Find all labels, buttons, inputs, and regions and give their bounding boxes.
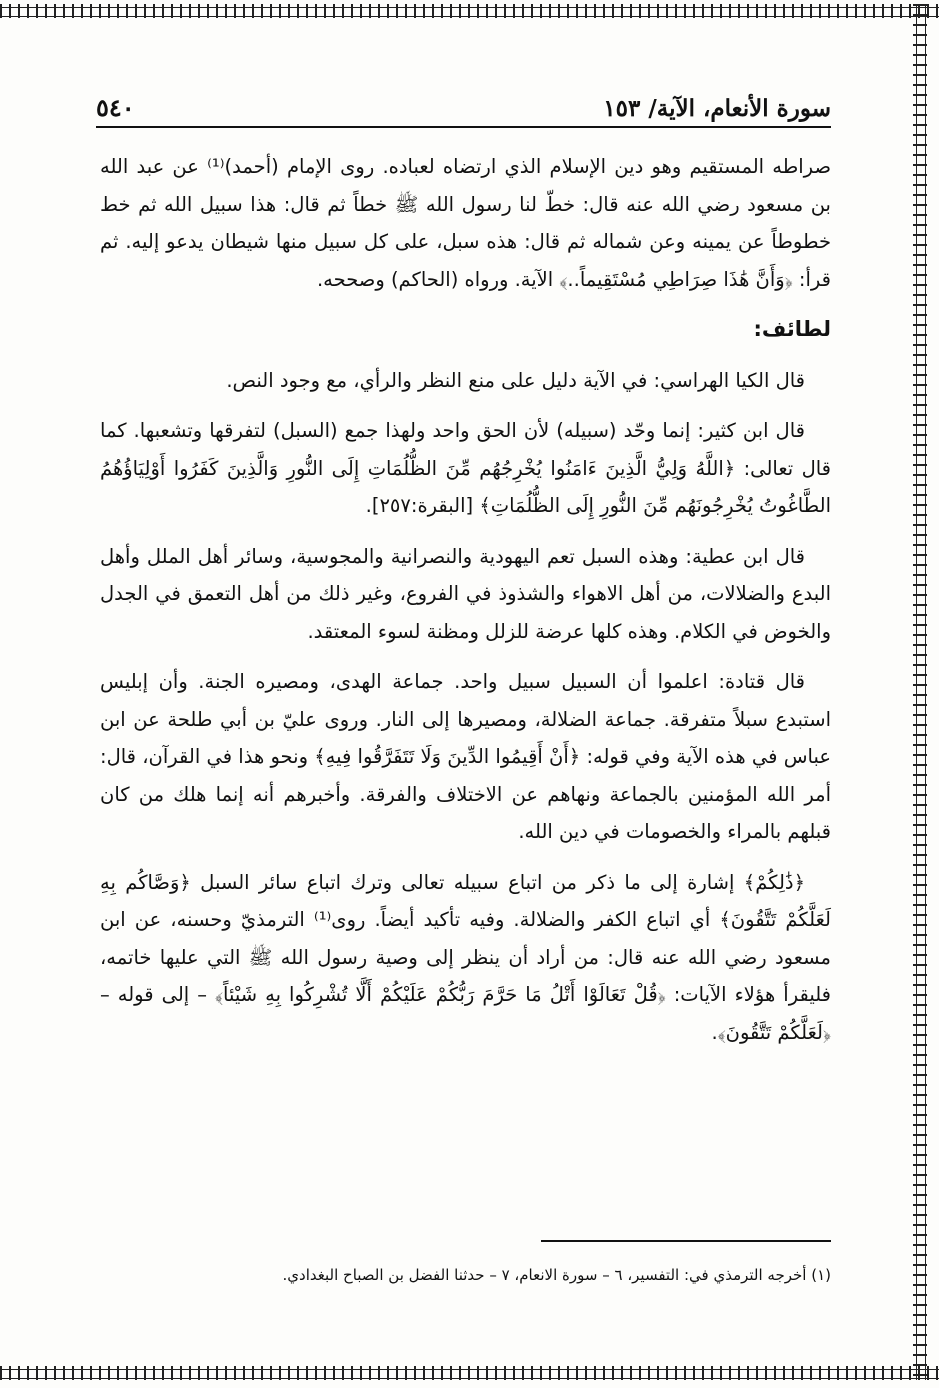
paragraph-5: قال قتادة: اعلموا أن السبيل سبيل واحد. جماعة الهدى، ومصيره الجنة. وأن إبليس استبدع سبلاً متفرقة. جماعة الضلالة، ومصيرها إلى النار. وروى عليّ بن أبي طلحة عن ابن عباس في هذه الآية وفي قوله: ﴿أَنْ أَقِيمُوا الدِّينَ وَلَا تَتَفَرَّقُوا فِيهِ﴾ ونحو هذا في القرآن، قال: أمر الله المؤمنين بالجماعة ونهاهم عن الاختلاف والفرقة. وأخبرهم أنه إنما هلك من كان قبلهم بالمراء والخصومات في دين الله. [100,670,831,843]
paragraph-1: صراطه المستقيم وهو دين الإسلام الذي ارتضاه لعباده. روى الإمام (أحمد)⁽¹⁾ عن عبد الله بن مسعود رضي الله عنه قال: خطّ لنا رسول الله ﷺ خطاً ثم قال: هذا سبيل الله ثم خط خطوطاً عن يمينه وعن شماله ثم قال: هذه سبل، على كل سبيل منها شيطان يدعو إليه. ثم قرأ: ﴿وَأَنَّ هَٰذَا صِرَاطِي مُسْتَقِيماً..﴾ الآية. ورواه (الحاكم) وصححه. [100,155,831,291]
page-number: ٥٤٠ [96,93,135,122]
decorative-border-top [0,4,939,18]
page-header [96,82,831,128]
footnote: (١) أخرجه الترمذي في: التفسير، ٦ – سورة الانعام، ٧ – حدثنا الفضل بن الصباح البغدادي. [282,1266,831,1284]
decorative-border-bottom [0,1366,939,1380]
section-heading: لطائف: [753,317,831,341]
paragraph-2: قال الكيا الهراسي: في الآية دليل على منع النظر والرأي، مع وجود النص. [226,368,805,392]
footnote-divider [541,1240,831,1242]
surah-title: سورة الأنعام، الآية/ ١٥٣ [603,95,831,122]
paragraph-3: قال ابن كثير: إنما وحّد (سبيله) لأن الحق واحد ولهذا جمع (السبل) لتفرقها وتشعبها. كما قال تعالى: ﴿اللَّهُ وَلِيُّ الَّذِينَ ءَامَنُوا يُخْرِجُهُم مِّنَ الظُّلُمَاتِ إِلَى النُّورِ وَالَّذِينَ كَفَرُوا أَوْلِيَاؤُهُمُ الطَّاغُوتُ يُخْرِجُونَهُم مِّنَ النُّورِ إِلَى الظُّلُمَاتِ﴾ [البقرة:٢٥٧]. [100,419,831,517]
decorative-border-right [913,4,927,1380]
page-body [100,148,831,1051]
paragraph-6: ﴿ذَٰلِكُمْ﴾ إشارة إلى ما ذكر من اتباع سبيله تعالى وترك اتباع سائر السبل ﴿وَصَّاكُم بِهِ لَعَلَّكُمْ تَتَّقُونَ﴾ أي اتباع الكفر والضلالة. وفيه تأكيد أيضاً. روى⁽¹⁾ الترمذيّ وحسنه، عن ابن مسعود رضي الله عنه قال: من أراد أن ينظر إلى وصية رسول الله ﷺ التي عليها خاتمه، فليقرأ هؤلاء الآيات: ﴿قُلْ تَعَالَوْا أَتْلُ مَا حَرَّمَ رَبُّكُمْ عَلَيْكُمْ أَلَّا تُشْرِكُوا بِهِ شَيْئاً﴾ – إلى قوله – ﴿لَعَلَّكُمْ تَتَّقُونَ﴾. [100,870,831,1044]
paragraph-4: قال ابن عطية: وهذه السبل تعم اليهودية والنصرانية والمجوسية، وسائر أهل الملل وأهل البدع والضلالات، من أهل الاهواء والشذوذ في الفروع، وغير ذلك من أهل التعمق في الجدل والخوض في الكلام. وهذه كلها عرضة للزلل ومظنة لسوء المعتقد. [100,544,831,643]
